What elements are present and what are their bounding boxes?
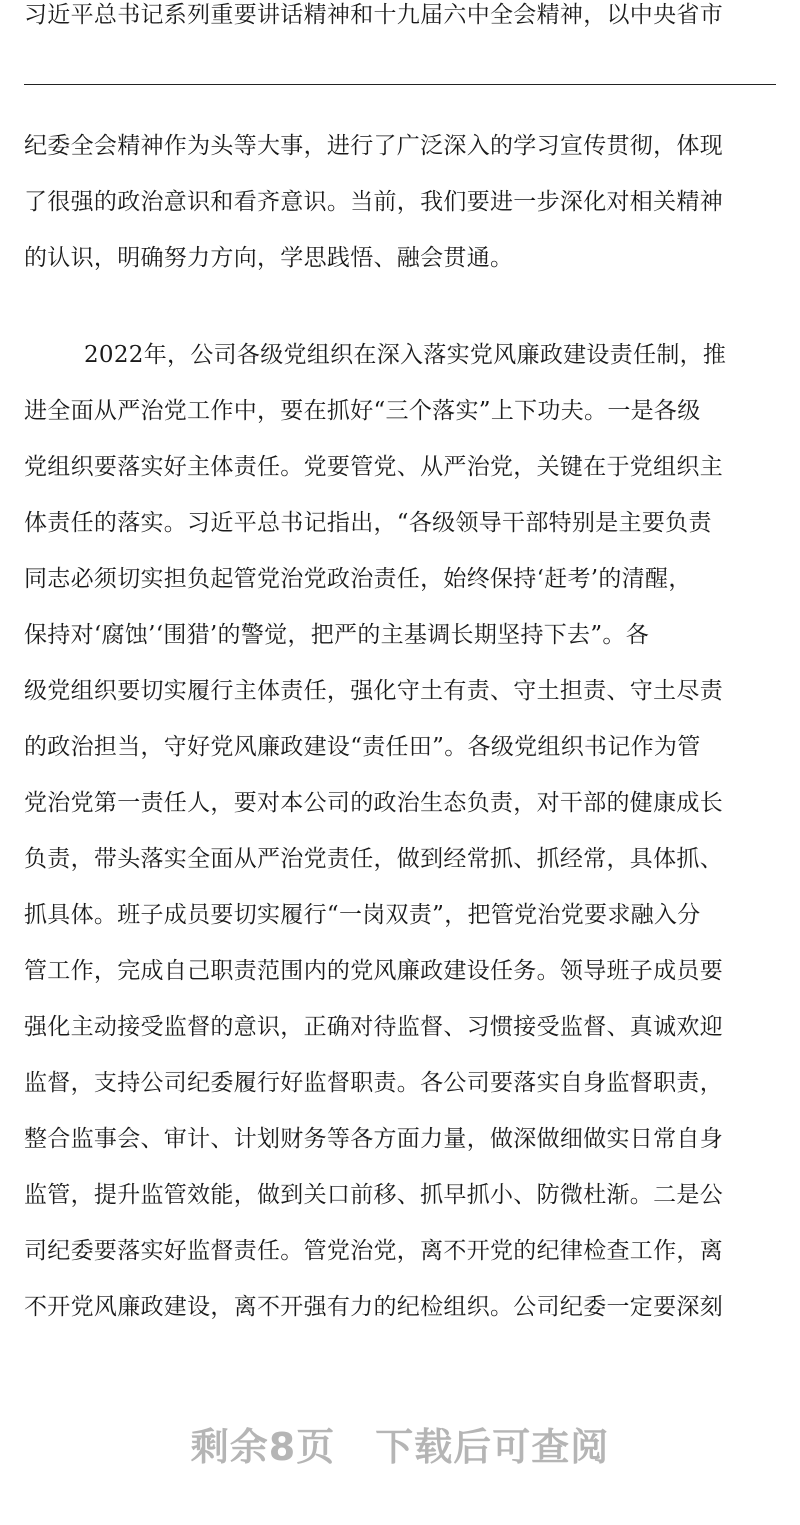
paragraph-line: 强化主动接受监督的意识，正确对待监督、习惯接受监督、真诚欢迎 bbox=[24, 1014, 723, 1040]
remaining-pages-label: 剩余8页 bbox=[190, 1425, 336, 1469]
paragraph-line: 2022年，公司各级党组织在深入落实党风廉政建设责任制，推 bbox=[84, 342, 727, 368]
paragraph-line: 体责任的落实。习近平总书记指出，“各级领导干部特别是主要负责 bbox=[24, 510, 712, 536]
paragraph-line: 党治党第一责任人，要对本公司的政治生态负责，对干部的健康成长 bbox=[24, 790, 723, 816]
paragraph-line: 级党组织要切实履行主体责任，强化守土有责、守土担责、守土尽责 bbox=[24, 678, 723, 704]
paragraph-line: 了很强的政治意识和看齐意识。当前，我们要进一步深化对相关精神 bbox=[24, 189, 723, 215]
paragraph-line: 监督，支持公司纪委履行好监督职责。各公司要落实自身监督职责， bbox=[24, 1070, 723, 1096]
paragraph-line: 同志必须切实担负起管党治党政治责任，始终保持‘赶考’的清醒， bbox=[24, 566, 692, 592]
paragraph-line: 党组织要落实好主体责任。党要管党、从严治党，关键在于党组织主 bbox=[24, 454, 723, 480]
paragraph-line: 的政治担当，守好党风廉政建设“责任田”。各级党组织书记作为管 bbox=[24, 734, 701, 760]
paragraph-line: 负责，带头落实全面从严治党责任，做到经常抓、抓经常，具体抓、 bbox=[24, 846, 723, 872]
paragraph-line: 整合监事会、审计、计划财务等各方面力量，做深做细做实日常自身 bbox=[24, 1126, 723, 1152]
paragraph-line: 不开党风廉政建设，离不开强有力的纪检组织。公司纪委一定要深刻 bbox=[24, 1294, 723, 1320]
download-to-read-label: 下载后可查阅 bbox=[375, 1425, 610, 1469]
page-divider bbox=[24, 84, 776, 85]
paragraph-line: 进全面从严治党工作中，要在抓好“三个落实”上下功夫。一是各级 bbox=[24, 398, 701, 424]
download-banner[interactable] bbox=[0, 1422, 800, 1472]
paragraph-line: 的认识，明确努力方向，学思践悟、融会贯通。 bbox=[24, 245, 514, 271]
paragraph-line: 保持对‘腐蚀’‘围猎’的警觉，把严的主基调长期坚持下去”。各 bbox=[24, 622, 650, 648]
paragraph-line: 司纪委要落实好监督责任。管党治党，离不开党的纪律检查工作，离 bbox=[24, 1238, 723, 1264]
paragraph-line: 纪委全会精神作为头等大事，进行了广泛深入的学习宣传贯彻，体现 bbox=[24, 133, 723, 159]
paragraph-line: 抓具体。班子成员要切实履行“一岗双责”，把管党治党要求融入分 bbox=[24, 902, 701, 928]
paragraph-line: 监管，提升监管效能，做到关口前移、抓早抓小、防微杜渐。二是公 bbox=[24, 1182, 723, 1208]
paragraph-line: 管工作，完成自己职责范围内的党风廉政建设任务。领导班子成员要 bbox=[24, 958, 723, 984]
document-line-top: 习近平总书记系列重要讲话精神和十九届六中全会精神，以中央省市 bbox=[24, 2, 723, 28]
